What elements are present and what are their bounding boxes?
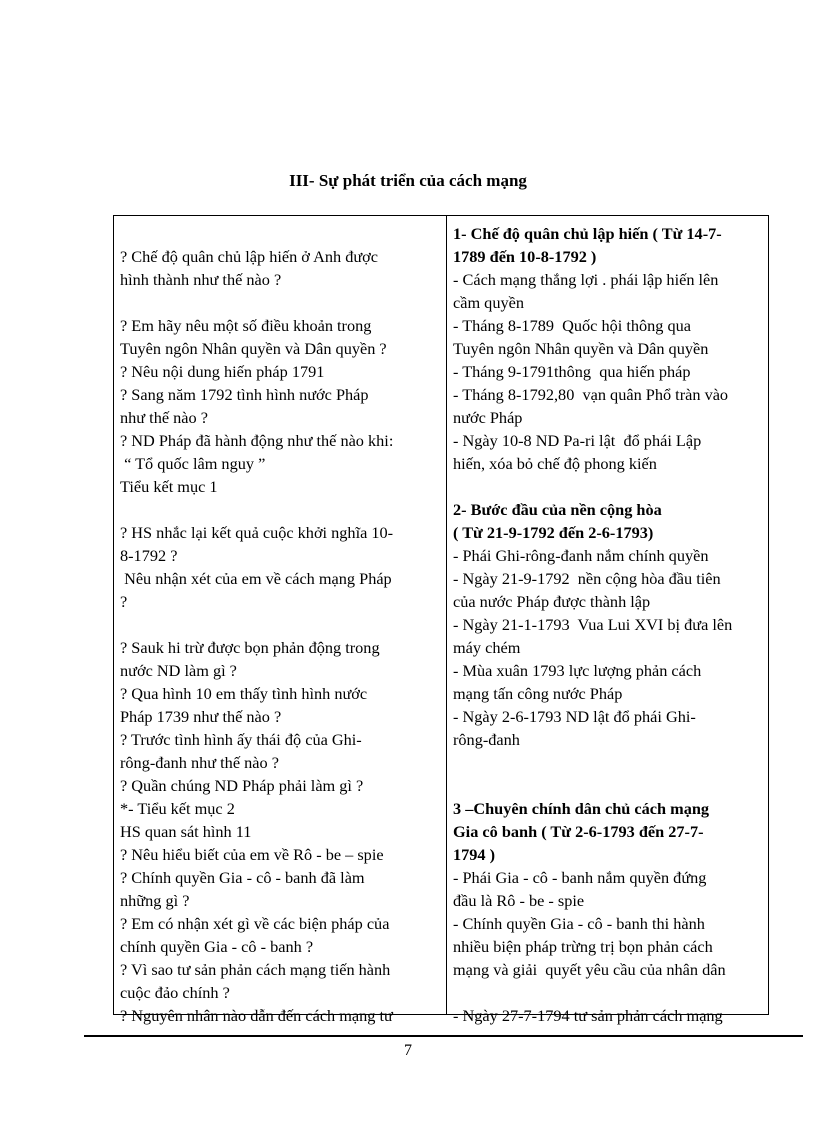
answers-column — [447, 216, 768, 1025]
answer-line: - Ngày 21-1-1793 Vua Lui XVI bị đưa lên — [453, 615, 733, 634]
question-line: ? Trước tình hình ấy thái độ của Ghi- — [120, 730, 362, 749]
question-line: HS quan sát hình 11 — [120, 822, 252, 841]
section-heading-line: 1789 đến 10-8-1792 ) — [453, 247, 597, 266]
question-line: ? Em có nhận xét gì về các biện pháp của — [120, 914, 390, 933]
answer-line: của nước Pháp được thành lập — [453, 592, 651, 611]
answer-line: - Ngày 2-6-1793 ND lật đổ phái Ghi- — [453, 707, 696, 726]
answer-line: - Cách mạng thắng lợi . phái lập hiến lên — [453, 270, 719, 289]
answer-line — [453, 475, 762, 498]
question-line: ? Chính quyền Gia - cô - banh đã làm — [120, 868, 365, 887]
question-line: Pháp 1739 như thế nào ? — [120, 707, 282, 726]
question-line: ? Sauk hi trừ được bọn phản động trong — [120, 638, 380, 657]
question-line: những gì ? — [120, 891, 190, 910]
answer-line: cầm quyền — [453, 293, 524, 312]
answer-line: máy chém — [453, 638, 521, 657]
question-line: ? Chế độ quân chủ lập hiến ở Anh được — [120, 247, 378, 266]
question-line: như thế nào ? — [120, 408, 208, 427]
answer-line: - Phái Gia - cô - banh nắm quyền đứng — [453, 868, 707, 887]
question-line: Nêu nhận xét của em về cách mạng Pháp — [120, 569, 392, 588]
answer-line — [453, 981, 762, 1004]
question-line: ? Nguyên nhân nào dẫn đến cách mạng tư — [120, 1006, 393, 1025]
question-line: Tiểu kết mục 1 — [120, 477, 218, 496]
question-line: cuộc đảo chính ? — [120, 983, 230, 1002]
answer-line: - Ngày 21-9-1792 nền cộng hòa đầu tiên — [453, 569, 721, 588]
answer-line: đầu là Rô - be - spie — [453, 891, 585, 910]
section-heading-line: 1- Chế độ quân chủ lập hiến ( Từ 14-7- — [453, 224, 722, 243]
answer-line: rông-đanh — [453, 730, 520, 749]
question-line: rông-đanh như thế nào ? — [120, 753, 279, 772]
question-line — [120, 498, 440, 521]
page-number: 7 — [404, 1042, 412, 1059]
question-line: “ Tổ quốc lâm nguy ” — [120, 454, 266, 473]
answer-line: - Tháng 8-1792,80 vạn quân Phổ tràn vào — [453, 385, 729, 404]
question-line: 8-1792 ? — [120, 546, 178, 565]
answer-line: - Ngày 27-7-1794 tư sản phản cách mạng — [453, 1006, 723, 1025]
content-table — [113, 215, 769, 1025]
question-line: ? Sang năm 1792 tình hình nước Pháp — [120, 385, 369, 404]
answer-line: - Tháng 9-1791thông qua hiến pháp — [453, 362, 691, 381]
section-title: III- Sự phát triển của cách mạng — [289, 171, 527, 190]
answer-line: mạng và giải quyết yêu cầu của nhân dân — [453, 960, 726, 979]
questions-column — [114, 216, 447, 1025]
section-heading-line: 2- Bước đầu của nền cộng hòa — [453, 500, 662, 519]
answer-line: - Ngày 10-8 ND Pa-ri lật đổ phái Lập — [453, 431, 702, 450]
answer-line: - Tháng 8-1789 Quốc hội thông qua — [453, 316, 692, 335]
question-line: nước ND làm gì ? — [120, 661, 237, 680]
question-line: ? Nêu nội dung hiến pháp 1791 — [120, 362, 325, 381]
question-line: *- Tiểu kết mục 2 — [120, 799, 235, 818]
section-heading-line: Gia cô banh ( Từ 2-6-1793 đến 27-7- — [453, 822, 704, 841]
question-line: chính quyền Gia - cô - banh ? — [120, 937, 314, 956]
footer-divider — [84, 1035, 803, 1037]
answer-line: - Chính quyền Gia - cô - banh thi hành — [453, 914, 705, 933]
answer-line — [453, 774, 762, 797]
answer-line: hiến, xóa bỏ chế độ phong kiến — [453, 454, 657, 473]
question-line: ? Qua hình 10 em thấy tình hình nước — [120, 684, 368, 703]
answer-line: Tuyên ngôn Nhân quyền và Dân quyền — [453, 339, 709, 358]
question-line: ? Vì sao tư sản phản cách mạng tiến hành — [120, 960, 391, 979]
question-line: Tuyên ngôn Nhân quyền và Dân quyền ? — [120, 339, 387, 358]
section-heading-line: ( Từ 21-9-1792 đến 2-6-1793) — [453, 523, 654, 542]
question-line: ? Nêu hiểu biết của em về Rô - be – spie — [120, 845, 384, 864]
question-line: ? HS nhắc lại kết quả cuộc khởi nghĩa 10- — [120, 523, 394, 542]
answer-line: - Mùa xuân 1793 lực lượng phản cách — [453, 661, 702, 680]
question-line: hình thành như thế nào ? — [120, 270, 282, 289]
section-heading-line: 3 –Chuyên chính dân chủ cách mạng — [453, 799, 710, 818]
answer-line: nước Pháp — [453, 408, 523, 427]
question-line: ? — [120, 592, 128, 611]
section-heading-line: 1794 ) — [453, 845, 496, 864]
question-line: ? Quần chúng ND Pháp phải làm gì ? — [120, 776, 364, 795]
question-line — [120, 291, 440, 314]
answer-line — [453, 751, 762, 774]
question-line — [120, 613, 440, 636]
answer-line: nhiều biện pháp trừng trị bọn phản cách — [453, 937, 713, 956]
question-line: ? ND Pháp đã hành động như thế nào khi: — [120, 431, 394, 450]
answer-line: mạng tấn công nước Pháp — [453, 684, 623, 703]
answer-line: - Phái Ghi-rông-đanh nắm chính quyền — [453, 546, 709, 565]
question-line: ? Em hãy nêu một số điều khoản trong — [120, 316, 372, 335]
